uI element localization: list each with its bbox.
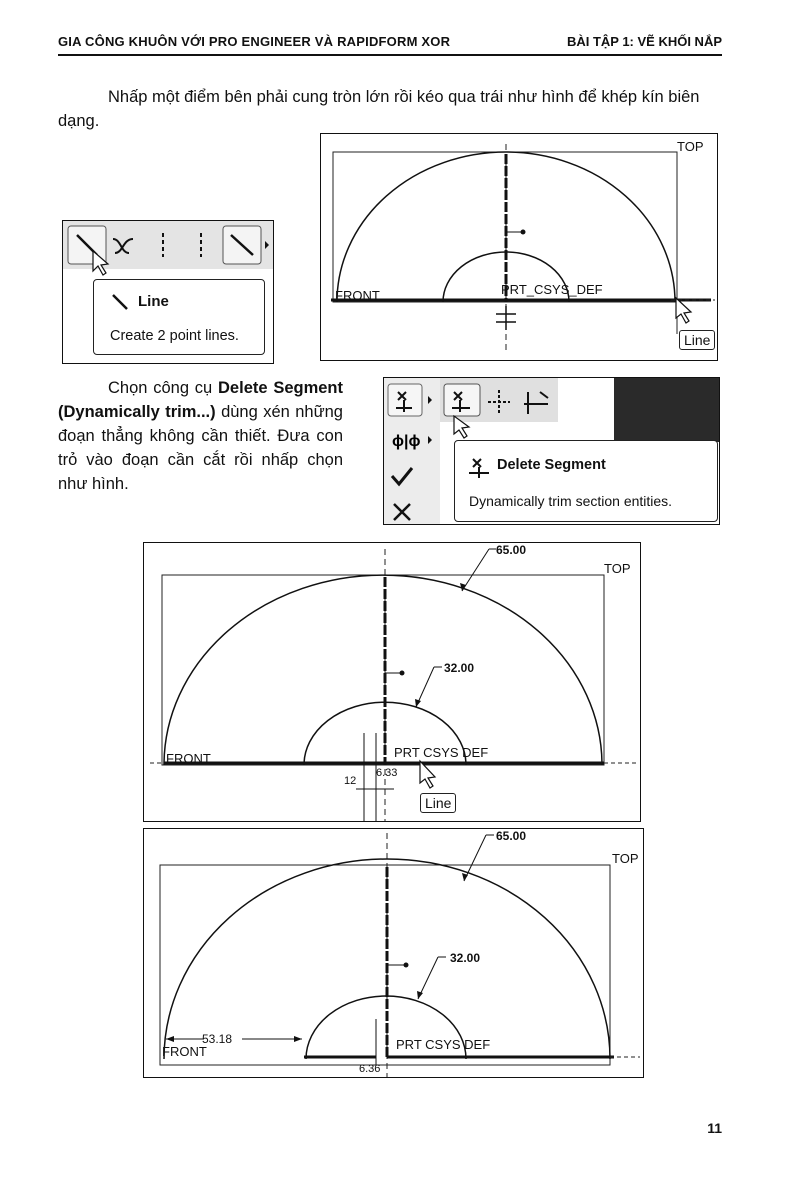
paragraph-2-rest: dùng xén những đoạn thẳng không cần thiết. Đưa con trỏ vào đoạn cần cắt rồi nhấp chọn như hình.	[58, 403, 343, 493]
line-tooltip	[93, 279, 265, 355]
sketch-1-cursor-label: Line	[679, 330, 715, 350]
sketch-3-dim-small: 32.00	[450, 951, 481, 965]
sketch-figure-3	[143, 828, 644, 1078]
sketch-2-cursor-label: Line	[420, 793, 456, 813]
sketch-3-dim-large: 65.00	[496, 829, 527, 843]
line-tooltip-title: Line	[138, 293, 169, 310]
sketch-2-csys-label: PRT CSYS DEF	[394, 745, 489, 760]
page-header	[58, 34, 722, 56]
sketch-3-dim-left: 53.18	[202, 1032, 233, 1046]
sketch-figure-1	[320, 133, 718, 361]
delete-segment-tooltip	[454, 440, 718, 522]
instruction-paragraph-2	[58, 376, 343, 496]
sketch-1-csys-label: PRT_CSYS_DEF	[501, 282, 603, 297]
delete-segment-tooltip-description: Dynamically trim section entities.	[469, 493, 673, 509]
sketch-2-dim-large: 65.00	[496, 543, 527, 557]
sketch-2-dim-b: 12	[344, 775, 357, 787]
line-tooltip-description: Create 2 point lines.	[110, 328, 239, 344]
instruction-paragraph-1: Nhấp một điểm bên phải cung tròn lớn rồi kéo qua trái như hình để khép kín biên dạng.	[58, 88, 700, 130]
sketch-3-dim-a: 6.36	[359, 1063, 381, 1075]
sketch-2-front-label: FRONT	[166, 751, 211, 766]
page-number: 11	[707, 1120, 722, 1136]
sketch-2-dim-small: 32.00	[444, 661, 475, 675]
sketch-3-csys-label: PRT CSYS DEF	[396, 1037, 491, 1052]
sketch-1-canvas	[321, 134, 717, 360]
delete-segment-icon	[467, 455, 493, 479]
delete-segment-screenshot	[383, 377, 720, 525]
delete-segment-tooltip-title: Delete Segment	[497, 457, 606, 473]
header-chapter-title: BÀI TẬP 1: VẼ KHỐI NẮP	[566, 34, 722, 49]
header-book-title: GIA CÔNG KHUÔN VỚI PRO ENGINEER VÀ RAPIDFORM XOR	[58, 34, 451, 49]
mirror-icon: ɸ|ɸ	[392, 433, 421, 450]
sketch-figure-2	[143, 542, 641, 822]
cursor-arrow-icon	[676, 298, 691, 323]
paragraph-2-tool-name: Delete Segment (Dynamically trim...)	[58, 379, 344, 421]
sketch-2-top-label: TOP	[604, 561, 631, 576]
sketch-1-top-label: TOP	[677, 139, 704, 154]
sketch-2-dim-a: 6.33	[376, 767, 398, 779]
sketch-3-front-label: FRONT	[162, 1044, 207, 1059]
sketch-3-top-label: TOP	[612, 851, 639, 866]
sketch-1-front-label: FRONT	[335, 288, 380, 303]
paragraph-2-lead: Chọn công cụ	[108, 379, 219, 397]
line-icon	[110, 292, 130, 312]
line-tool-screenshot	[62, 220, 274, 364]
sketch-2-canvas	[144, 543, 640, 821]
